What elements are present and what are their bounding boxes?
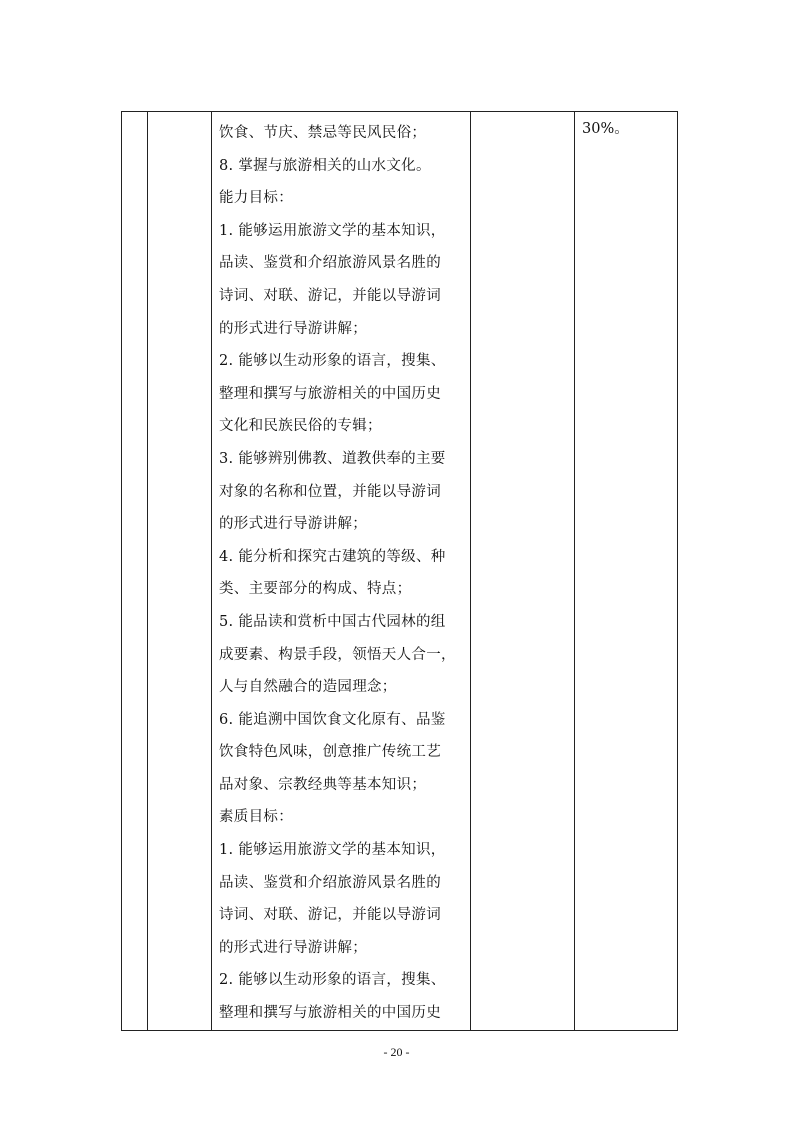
objective-line: 5. 能品读和赏析中国古代园林的组 — [219, 613, 446, 630]
assessment-cell — [575, 112, 678, 1031]
objective-line: 3. 能够辨别佛教、道教供奉的主要 — [219, 450, 446, 467]
objective-line: 1. 能够运用旅游文学的基本知识， — [219, 222, 446, 239]
index-cell — [122, 112, 148, 1031]
objective-line: 2. 能够以生动形象的语言，搜集、 — [219, 353, 446, 370]
objective-line: 成要素、构景手段，领悟天人合一， — [219, 646, 456, 663]
objective-line: 2. 能够以生动形象的语言，搜集、 — [219, 972, 446, 989]
objectives-text — [212, 112, 470, 1030]
objective-line: 对象的名称和位置，并能以导游词 — [219, 483, 441, 500]
objective-line: 的形式进行导游讲解； — [219, 516, 367, 533]
objective-line: 的形式进行导游讲解； — [219, 320, 367, 337]
objective-line: 整理和撰写与旅游相关的中国历史 — [219, 1005, 441, 1022]
objectives-cell — [212, 112, 471, 1031]
objective-line: 文化和民族民俗的专辑； — [219, 418, 382, 435]
objective-line: 饮食特色风味，创意推广传统工艺 — [219, 744, 441, 761]
objective-line: 1. 能够运用旅游文学的基本知识， — [219, 842, 446, 859]
objective-line: 的形式进行导游讲解； — [219, 939, 367, 956]
page-number: - 20 - — [383, 1045, 410, 1059]
objective-line: 6. 能追溯中国饮食文化原有、品鉴 — [219, 711, 446, 728]
activity-cell — [471, 112, 575, 1031]
course-table — [121, 111, 678, 1031]
objective-line: 饮食、节庆、禁忌等民风民俗； — [219, 125, 427, 141]
assessment-weight: 30%。 — [582, 121, 629, 137]
objective-line: 素质目标： — [219, 809, 293, 826]
objective-line: 品对象、宗教经典等基本知识； — [219, 776, 427, 793]
module-cell — [148, 112, 212, 1031]
objective-line: 诗词、对联、游记，并能以导游词 — [219, 287, 441, 304]
objective-line: 类、主要部分的构成、特点； — [219, 581, 412, 598]
objective-line: 8. 掌握与旅游相关的山水文化。 — [219, 157, 431, 174]
objective-line: 诗词、对联、游记，并能以导游词 — [219, 907, 441, 924]
objective-line: 4. 能分析和探究古建筑的等级、种 — [219, 548, 446, 565]
objective-line: 人与自然融合的造园理念； — [219, 679, 397, 696]
table-row — [122, 112, 678, 1031]
objective-line: 品读、鉴赏和介绍旅游风景名胜的 — [219, 874, 441, 891]
objective-line: 品读、鉴赏和介绍旅游风景名胜的 — [219, 255, 441, 272]
objective-line: 能力目标： — [219, 190, 293, 207]
objective-line: 整理和撰写与旅游相关的中国历史 — [219, 385, 441, 402]
